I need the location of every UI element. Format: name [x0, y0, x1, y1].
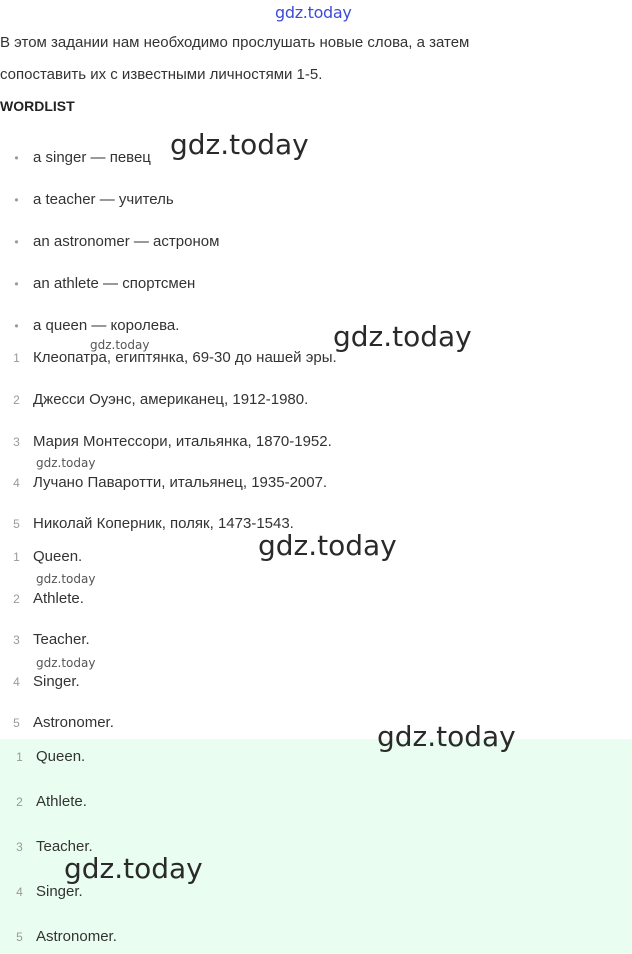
list-item — [0, 347, 337, 369]
site-logo[interactable]: gdz.today — [275, 3, 352, 22]
list-item-text: a teacher — учитель — [33, 191, 174, 208]
list-number: 1 — [16, 750, 23, 764]
list-item — [0, 189, 174, 211]
list-number: 5 — [13, 716, 20, 730]
list-item-text: Athlete. — [33, 590, 84, 607]
list-item — [0, 546, 82, 568]
list-item-text: a queen — королева. — [33, 317, 180, 334]
list-item — [0, 671, 80, 693]
list-item — [0, 472, 327, 494]
list-number: 1 — [13, 550, 20, 564]
list-item-text: Singer. — [33, 673, 80, 690]
list-number: 5 — [16, 930, 23, 944]
list-item-text: Astronomer. — [33, 714, 114, 731]
watermark: gdz.today — [90, 338, 150, 352]
list-number: 4 — [16, 885, 23, 899]
list-item — [0, 273, 195, 295]
list-number: 4 — [13, 675, 20, 689]
list-item-text: Джесси Оуэнс, американец, 1912-1980. — [33, 391, 309, 408]
list-item-text: Singer. — [36, 883, 83, 900]
list-number: 3 — [13, 633, 20, 647]
list-item-text: a singer — певец — [33, 149, 151, 166]
watermark: gdz.today — [36, 572, 96, 586]
bullet-icon: • — [14, 235, 19, 249]
wordlist-heading: WORDLIST — [0, 98, 75, 114]
list-item-text: Мария Монтессори, итальянка, 1870-1952. — [33, 433, 332, 450]
watermark: gdz.today — [64, 852, 203, 885]
watermark: gdz.today — [36, 656, 96, 670]
intro-line-2: сопоставить их с известными личностями 1-5. — [0, 66, 323, 83]
list-number: 2 — [13, 393, 20, 407]
list-item-text: Queen. — [33, 548, 83, 565]
list-item — [0, 513, 294, 535]
list-item-text: Николай Коперник, поляк, 1473-1543. — [33, 515, 294, 532]
answer-box — [0, 739, 632, 954]
bullet-icon: • — [14, 277, 19, 291]
bullet-icon: • — [14, 319, 19, 333]
watermark: gdz.today — [36, 456, 96, 470]
list-item-text: Клеопатра, египтянка, 69-30 до нашей эры. — [33, 349, 337, 366]
list-item — [3, 746, 85, 768]
list-number: 4 — [13, 476, 20, 490]
list-item-text: Лучано Паваротти, итальянец, 1935-2007. — [33, 474, 328, 491]
list-item — [0, 147, 151, 169]
list-number: 5 — [13, 517, 20, 531]
watermark: gdz.today — [333, 320, 472, 353]
list-item — [3, 926, 117, 948]
watermark: gdz.today — [377, 720, 516, 753]
bullet-icon: • — [14, 193, 19, 207]
list-number: 3 — [16, 840, 23, 854]
list-item-text: Teacher. — [36, 838, 93, 855]
list-item — [0, 389, 308, 411]
list-item — [3, 791, 87, 813]
list-item — [0, 431, 332, 453]
list-item-text: an athlete — спортсмен — [33, 275, 196, 292]
list-item — [0, 315, 179, 337]
intro-line-1: В этом задании нам необходимо прослушать новые слова, а затем — [0, 34, 470, 51]
list-item — [0, 712, 114, 734]
list-number: 3 — [13, 435, 20, 449]
list-item — [0, 629, 90, 651]
watermark: gdz.today — [258, 529, 397, 562]
list-item-text: Queen. — [36, 748, 86, 765]
list-number: 2 — [13, 592, 20, 606]
list-item — [0, 588, 84, 610]
list-item — [0, 231, 219, 253]
list-number: 2 — [16, 795, 23, 809]
list-number: 1 — [13, 351, 20, 365]
list-item-text: an astronomer — астроном — [33, 233, 220, 250]
list-item-text: Teacher. — [33, 631, 90, 648]
list-item-text: Athlete. — [36, 793, 87, 810]
watermark: gdz.today — [170, 128, 309, 161]
bullet-icon: • — [14, 151, 19, 165]
list-item-text: Astronomer. — [36, 928, 117, 945]
